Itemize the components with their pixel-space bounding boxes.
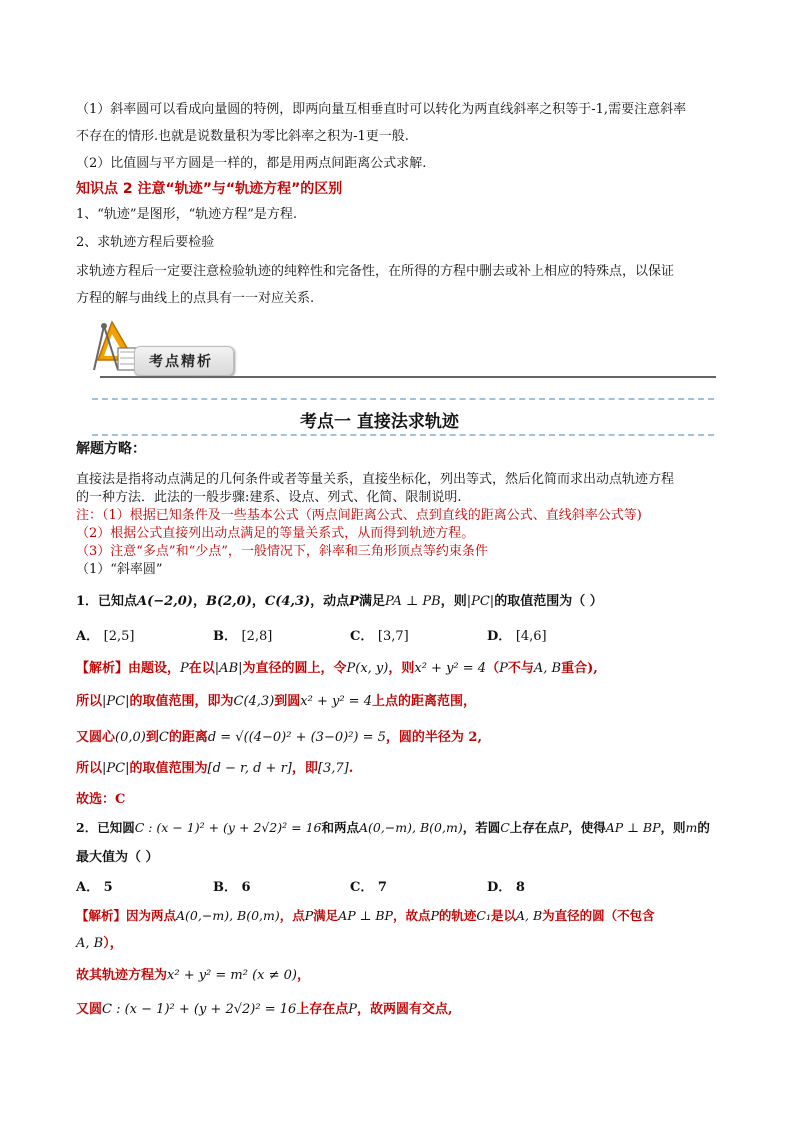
q2-option-c: C． 7 [350, 880, 387, 895]
knowledge-body-line-1: 求轨迹方程后一定要注意检验轨迹的纯粹性和完备性，在所得的方程中删去或补上相应的特殊点，以保证 [76, 264, 675, 279]
q2-solution-line-1: 【解析】因为两点A(0,−m), B(0,m)，点P满足AP ⊥ BP，故点P的轨迹C₁是以A, B为直径的圆（不包含 [76, 908, 655, 923]
note-1: 注：（1）根据已知条件及一些基本公式（两点间距离公式、点到直线的距离公式、直线斜率公式等) [76, 508, 642, 523]
q2-option-b: B． 6 [213, 880, 251, 895]
q1-solution-line-4: 所以|PC|的取值范围为[d − r, d + r]，即[3,7]. [76, 761, 354, 776]
q1-option-b: B． [2,8] [213, 629, 273, 644]
q1-solution-line-2: 所以|PC|的取值范围，即为C(4,3)到圆x² + y² = 4上点的距离范围， [76, 694, 476, 709]
subsection-slope-circle: （1）“斜率圆” [76, 562, 163, 577]
q1-solution-line-1: 【解析】由题设，P在以|AB|为直径的圆上，令P(x, y)，则x² + y² = 4（P不与A, B重合), [76, 661, 598, 676]
q1-option-c: C． [3,7] [350, 629, 409, 644]
method-line-2: 的一种方法．此法的一般步骤:建系、设点、列式、化简、限制说明. [76, 490, 462, 505]
q2-solution-line-4: 又圆C : (x − 1)² + (y + 2√2)² = 16上存在点P，故两圆有交点, [76, 1002, 453, 1017]
banner-rule [100, 376, 716, 378]
knowledge-item-2: 2、求轨迹方程后要检验 [76, 235, 215, 250]
q1-solution-line-3: 又圆心(0,0)到C的距离d = √((4−0)² + (3−0)²) = 5，圆的半径为 2, [76, 730, 483, 745]
section-banner [88, 318, 718, 382]
q2-option-d: D． 8 [487, 880, 525, 895]
q2-solution-line-2: A, B）， [76, 936, 123, 951]
q2-solution-line-3: 故其轨迹方程为x² + y² = m² (x ≠ 0)， [76, 968, 311, 983]
q1-stem: 1．已知点A(−2,0)，B(2,0)，C(4,3)，动点P满足PA ⊥ PB，则|PC|的取值范围为（ ） [76, 594, 603, 609]
section-title: 考点一 直接法求轨迹 [300, 412, 459, 432]
knowledge-point-2-heading: 知识点 2 注意“轨迹”与“轨迹方程”的区别 [76, 181, 343, 197]
q1-option-a: A． [2,5] [76, 629, 135, 644]
intro-paragraph-1-line-1: （1）斜率圆可以看成向量圆的特例，即两向量互相垂直时可以转化为两直线斜率之积等于-1,需要注意斜率 [76, 102, 687, 117]
section-divider-bottom [92, 434, 714, 436]
knowledge-item-1: 1、“轨迹”是图形，“轨迹方程”是方程. [76, 207, 297, 222]
intro-paragraph-2: （2）比值圆与平方圆是一样的，都是用两点间距离公式求解. [76, 156, 427, 171]
q2-option-a: A． 5 [76, 880, 113, 895]
knowledge-body-line-2: 方程的解与曲线上的点具有一一对应关系. [76, 291, 315, 306]
intro-paragraph-1-line-2: 不存在的情形.也就是说数量积为零比斜率之积为-1更一般. [76, 129, 409, 144]
q2-stem-line-2: 最大值为（ ） [76, 850, 159, 865]
q2-stem-line-1: 2．已知圆C : (x − 1)² + (y + 2√2)² = 16和两点A(0,−m), B(0,m)，若圆C上存在点P，使得AP ⊥ BP，则m的 [76, 820, 710, 835]
method-heading: 解题方略： [76, 441, 146, 457]
note-3: （3）注意“多点”和“少点”，一般情况下，斜率和三角形顶点等约束条件 [76, 544, 488, 559]
banner-label-box [134, 346, 234, 376]
q1-answer: 故选：C [76, 792, 126, 807]
q1-option-d: D． [4,6] [487, 629, 547, 644]
method-line-1: 直接法是指将动点满足的几何条件或者等量关系，直接坐标化，列出等式，然后化简而求出动点轨迹方程 [76, 472, 675, 487]
banner-label: 考点精析 [149, 354, 213, 370]
section-divider-top [92, 398, 714, 400]
note-2: （2）根据公式直接列出动点满足的等量关系式，从而得到轨迹方程。 [76, 526, 475, 541]
